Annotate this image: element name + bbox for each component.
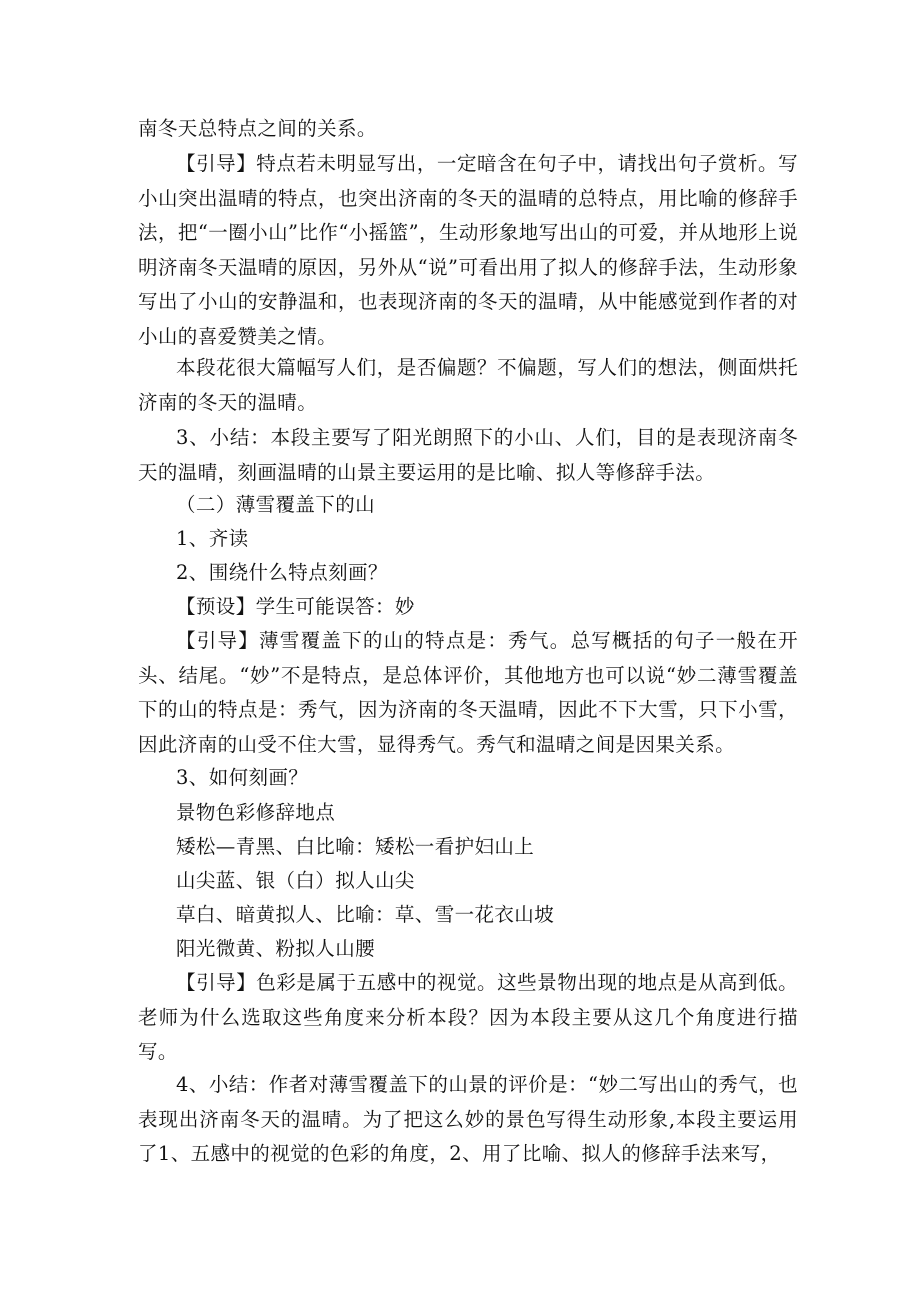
- section-heading-snow-mountain: （二）薄雪覆盖下的山: [176, 493, 376, 516]
- table-row-grass: 草白、暗黄拟人、比喻：草、雪一花衣山坡: [176, 903, 555, 926]
- table-header-line: 景物色彩修辞地点: [176, 801, 336, 824]
- table-row-sunlight: 阳光微黄、粉拟人山腰: [176, 937, 376, 960]
- paragraph-continuation: 南冬天总特点之间的关系。: [138, 117, 377, 140]
- paragraph-guide-color: 【引导】色彩是属于五感中的视觉。这些景物出现的地点是从高到低。老师为什么选取这些角度来分析本段？因为本段主要从这几个角度进行描写。: [138, 971, 798, 1063]
- paragraph-summary-2: 4、小结：作者对薄雪覆盖下的山景的评价是：“妙二写出山的秀气，也表现出济南冬天的温晴。为了把这么妙的景色写得生动形象,本段主要运用了1、五感中的视觉的色彩的角度，2、用了比喻、拟人的修辞手法来写，: [138, 1073, 798, 1165]
- paragraph-guide-snow-mountain: 【引导】薄雪覆盖下的山的特点是：秀气。总写概括的句子一般在开头、结尾。“妙”不是特点，是总体评价，其他地方也可以说“妙二薄雪覆盖下的山的特点是：秀气，因为济南的冬天温晴，因此不下大雪，只下小雪，因此济南的山受不住大雪，显得秀气。秀气和温晴之间是因果关系。: [138, 629, 798, 756]
- paragraph-guide-small-hills: 【引导】特点若未明显写出，一定暗含在句子中，请找出句子赏析。写小山突出温晴的特点，也突出济南的冬天的温晴的总特点，用比喻的修辞手法，把“一圈小山”比作“小摇篮”，生动形象地写出山的可爱，并从地形上说明济南冬天温晴的原因，另外从“说”可看出用了拟人的修辞手法，生动形象写出了小山的安静温和，也表现济南的冬天的温晴，从中能感觉到作者的对小山的喜爱赞美之情。: [138, 152, 798, 348]
- step-how-to-depict: 3、如何刻画？: [176, 766, 309, 789]
- step-feature-question: 2、围绕什么特点刻画？: [176, 561, 388, 584]
- paragraph-summary-1: 3、小结：本段主要写了阳光朗照下的小山、人们，目的是表现济南冬天的温晴，刻画温晴的山景主要运用的是比喻、拟人等修辞手法。: [138, 426, 798, 484]
- step-read-aloud: 1、齐读: [176, 527, 249, 550]
- table-row-pine: 矮松—青黑、白比喻：矮松一看护妇山上: [176, 835, 535, 858]
- table-row-peak: 山尖蓝、银（白）拟人山尖: [176, 869, 415, 892]
- paragraph-people-question: 本段花很大篇幅写人们，是否偏题？不偏题，写人们的想法，侧面烘托济南的冬天的温晴。: [138, 356, 798, 414]
- preset-answer: 【预设】学生可能误答：妙: [176, 595, 415, 618]
